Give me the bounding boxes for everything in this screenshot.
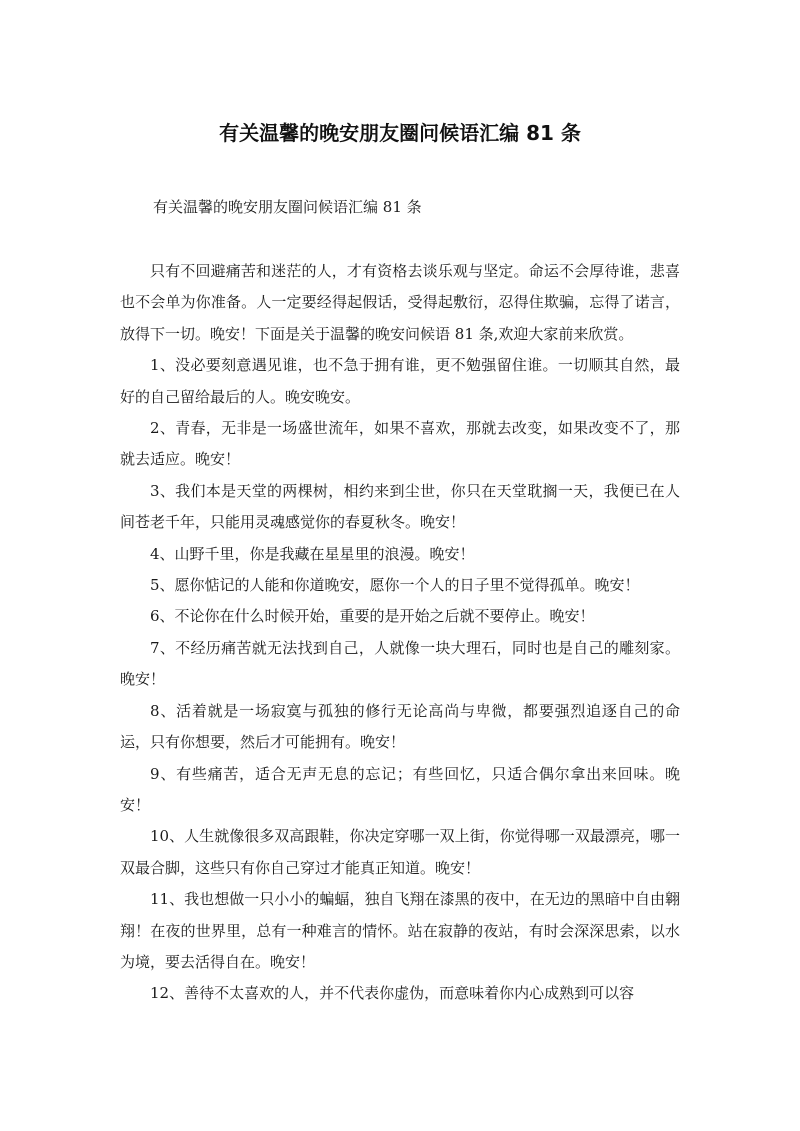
list-item: 4、山野千里，你是我藏在星星里的浪漫。晚安！ bbox=[150, 544, 475, 563]
list-item: 7、不经历痛苦就无法找到自己，人就像一块大理石，同时也是自己的雕刻家。晚安！ bbox=[120, 638, 680, 689]
list-item: 11、我也想做一只小小的蝙蝠，独自飞翔在漆黑的夜中，在无边的黑暗中自由翱翔！在夜的世界里，总有一种难言的情怀。站在寂静的夜站，有时会深深思索，以水为境，要去活得自在。晚安！ bbox=[120, 890, 680, 971]
document-body bbox=[120, 256, 680, 1010]
list-item: 12、善待不太喜欢的人，并不代表你虚伪，而意味着你内心成熟到可以容 bbox=[150, 984, 635, 1003]
list-item: 1、没必要刻意遇见谁，也不急于拥有谁，更不勉强留住谁。一切顺其自然，最好的自己留给最后的人。晚安晚安。 bbox=[120, 356, 680, 406]
list-item: 10、人生就像很多双高跟鞋，你决定穿哪一双上街，你觉得哪一双最漂亮，哪一双最合脚，这些只有你自己穿过才能真正知道。晚安！ bbox=[120, 827, 680, 877]
list-item: 5、愿你惦记的人能和你道晚安，愿你一个人的日子里不觉得孤单。晚安！ bbox=[150, 576, 640, 595]
list-item: 6、不论你在什么时候开始，重要的是开始之后就不要停止。晚安！ bbox=[150, 607, 595, 626]
document-title: 有关温馨的晚安朋友圈问候语汇编 81 条 bbox=[219, 121, 581, 145]
list-item: 8、活着就是一场寂寞与孤独的修行无论高尚与卑微，都要强烈追逐自己的命运，只有你想要，然后才可能拥有。晚安！ bbox=[120, 701, 680, 752]
document-subtitle: 有关温馨的晚安朋友圈问候语汇编 81 条 bbox=[153, 198, 422, 216]
intro-paragraph: 只有不回避痛苦和迷茫的人，才有资格去谈乐观与坚定。命运不会厚待谁，悲喜也不会单为你准备。人一定要经得起假话，受得起敷衍，忍得住欺骗，忘得了诺言，放得下一切。晚安！下面是关于温馨的晚安问候语 81 条,欢迎大家前来欣赏。 bbox=[120, 262, 680, 343]
list-item: 3、我们本是天堂的两棵树，相约来到尘世，你只在天堂耽搁一天，我便已在人间苍老千年，只能用灵魂感觉你的春夏秋冬。晚安！ bbox=[120, 481, 680, 532]
list-item: 2、青春，无非是一场盛世流年，如果不喜欢，那就去改变，如果改变不了，那就去适应。晚安！ bbox=[120, 419, 680, 469]
list-item: 9、有些痛苦，适合无声无息的忘记；有些回忆，只适合偶尔拿出来回味。晚安！ bbox=[120, 764, 680, 814]
